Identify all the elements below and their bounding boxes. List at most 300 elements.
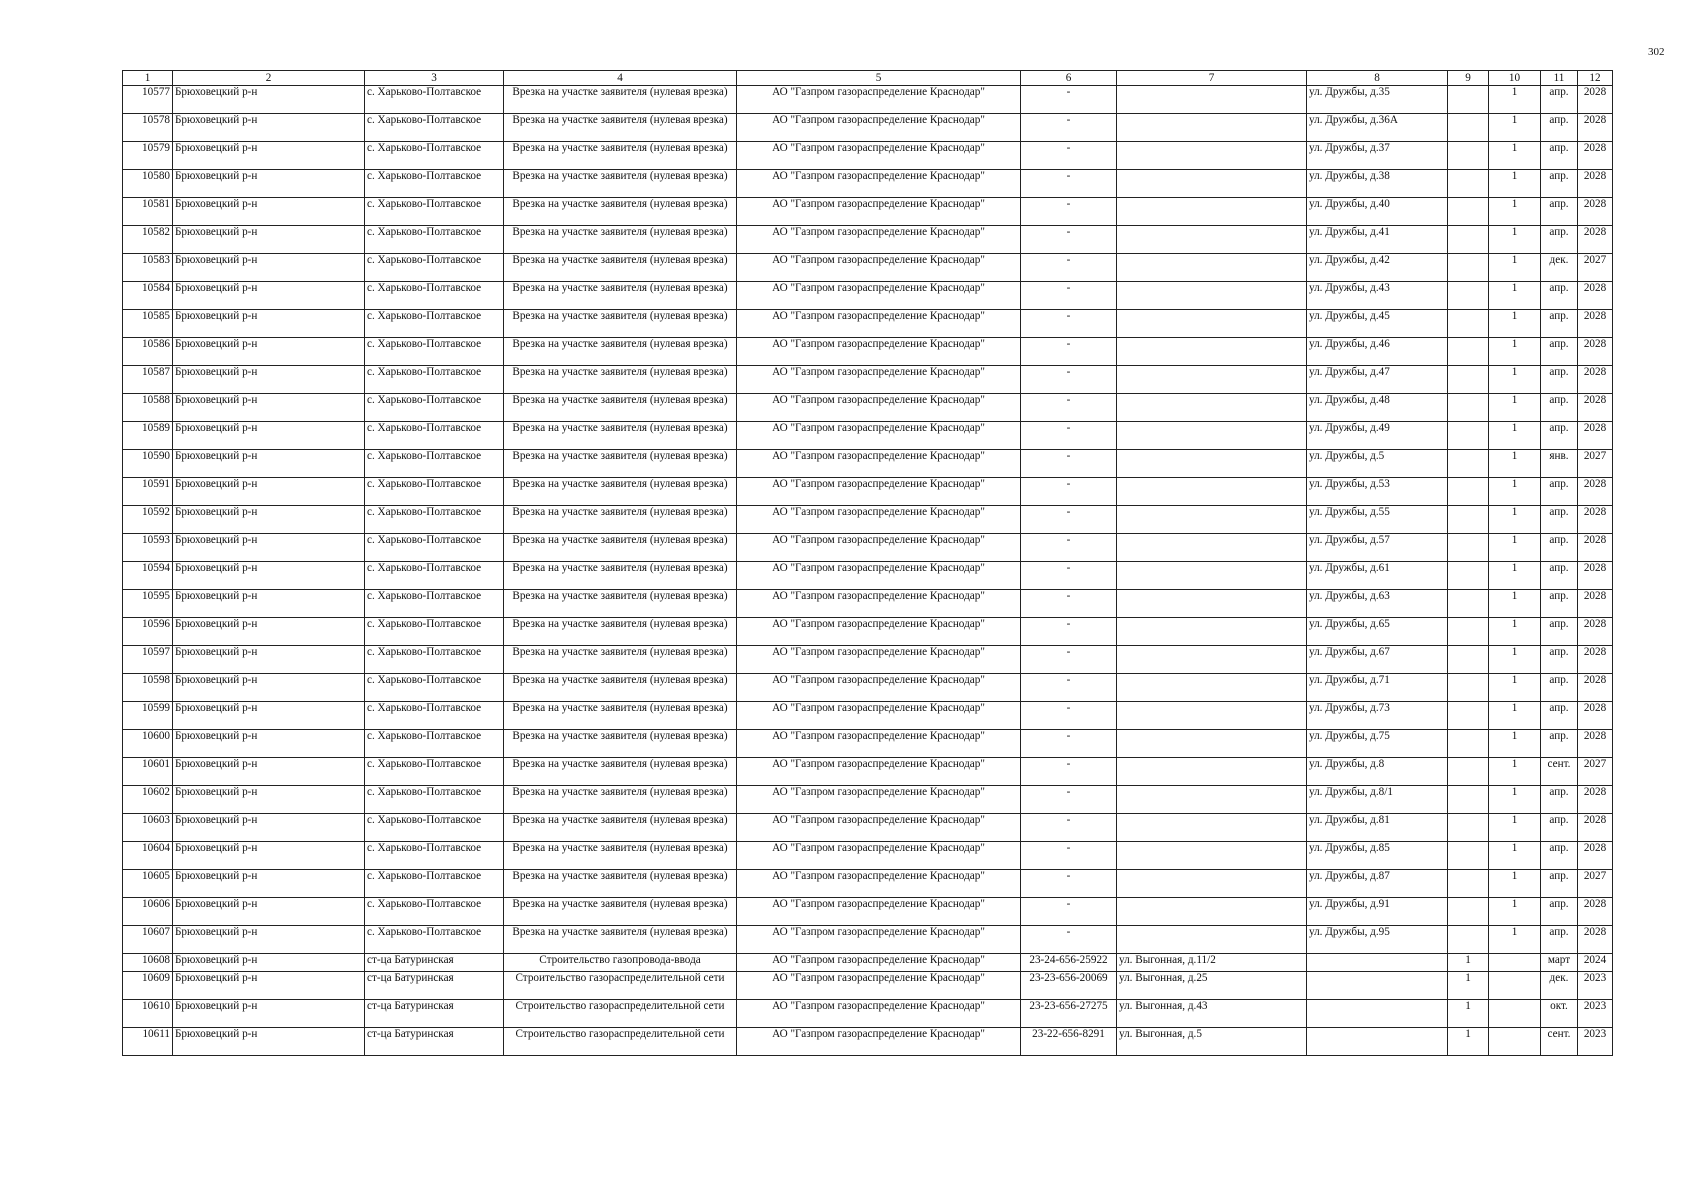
cell-month: март: [1541, 954, 1578, 972]
cell-work-type: Врезка на участке заявителя (нулевая врезка): [504, 142, 737, 170]
cell-month: апр.: [1541, 170, 1578, 198]
cell-district: Брюховецкий р-н: [173, 1000, 365, 1028]
cell-settlement: с. Харьково-Полтавское: [365, 702, 504, 730]
cell-col-9: [1448, 758, 1489, 786]
cell-address-8: ул. Дружбы, д.67: [1307, 646, 1448, 674]
cell-month: апр.: [1541, 562, 1578, 590]
cell-address-8: ул. Дружбы, д.43: [1307, 282, 1448, 310]
cell-col-9: [1448, 114, 1489, 142]
cell-work-type: Строительство газораспределительной сети: [504, 972, 737, 1000]
cell-district: Брюховецкий р-н: [173, 842, 365, 870]
cell-contract-number: -: [1021, 310, 1117, 338]
cell-col-9: [1448, 674, 1489, 702]
page-number: 302: [1648, 46, 1665, 58]
cell-contract-number: -: [1021, 170, 1117, 198]
cell-address-8: ул. Дружбы, д.36А: [1307, 114, 1448, 142]
cell-col-9: [1448, 730, 1489, 758]
cell-settlement: с. Харьково-Полтавское: [365, 506, 504, 534]
cell-number: 10577: [123, 86, 173, 114]
cell-number: 10603: [123, 814, 173, 842]
cell-address-8: ул. Дружбы, д.87: [1307, 870, 1448, 898]
cell-organization: АО "Газпром газораспределение Краснодар": [737, 170, 1021, 198]
table-row: [123, 926, 1613, 954]
cell-number: 10607: [123, 926, 173, 954]
cell-address-8: ул. Дружбы, д.45: [1307, 310, 1448, 338]
cell-address-7: [1117, 926, 1307, 954]
cell-organization: АО "Газпром газораспределение Краснодар": [737, 198, 1021, 226]
cell-district: Брюховецкий р-н: [173, 814, 365, 842]
cell-month: апр.: [1541, 730, 1578, 758]
cell-district: Брюховецкий р-н: [173, 282, 365, 310]
column-header: 2: [173, 71, 365, 86]
cell-contract-number: -: [1021, 366, 1117, 394]
cell-col-9: [1448, 422, 1489, 450]
cell-settlement: с. Харьково-Полтавское: [365, 758, 504, 786]
column-header: 6: [1021, 71, 1117, 86]
cell-month: апр.: [1541, 842, 1578, 870]
table-row: [123, 86, 1613, 114]
cell-col-10: 1: [1489, 618, 1541, 646]
cell-district: Брюховецкий р-н: [173, 870, 365, 898]
table-row: [123, 674, 1613, 702]
cell-organization: АО "Газпром газораспределение Краснодар": [737, 842, 1021, 870]
cell-number: 10581: [123, 198, 173, 226]
cell-year: 2028: [1578, 898, 1613, 926]
cell-work-type: Врезка на участке заявителя (нулевая врезка): [504, 534, 737, 562]
cell-number: 10590: [123, 450, 173, 478]
cell-settlement: с. Харьково-Полтавское: [365, 226, 504, 254]
cell-contract-number: -: [1021, 590, 1117, 618]
cell-work-type: Врезка на участке заявителя (нулевая врезка): [504, 86, 737, 114]
cell-district: Брюховецкий р-н: [173, 506, 365, 534]
cell-work-type: Врезка на участке заявителя (нулевая врезка): [504, 898, 737, 926]
cell-organization: АО "Газпром газораспределение Краснодар": [737, 226, 1021, 254]
cell-col-9: [1448, 534, 1489, 562]
cell-settlement: с. Харьково-Полтавское: [365, 254, 504, 282]
cell-col-9: 1: [1448, 1028, 1489, 1056]
cell-month: дек.: [1541, 254, 1578, 282]
cell-year: 2023: [1578, 1000, 1613, 1028]
cell-col-10: [1489, 1000, 1541, 1028]
cell-organization: АО "Газпром газораспределение Краснодар": [737, 1000, 1021, 1028]
cell-year: 2028: [1578, 226, 1613, 254]
cell-col-10: 1: [1489, 926, 1541, 954]
cell-settlement: с. Харьково-Полтавское: [365, 282, 504, 310]
cell-address-7: [1117, 646, 1307, 674]
cell-address-8: ул. Дружбы, д.53: [1307, 478, 1448, 506]
cell-settlement: ст-ца Батуринская: [365, 972, 504, 1000]
cell-district: Брюховецкий р-н: [173, 646, 365, 674]
cell-address-7: [1117, 450, 1307, 478]
cell-year: 2023: [1578, 972, 1613, 1000]
cell-address-8: ул. Дружбы, д.75: [1307, 730, 1448, 758]
cell-month: апр.: [1541, 142, 1578, 170]
cell-number: 10605: [123, 870, 173, 898]
cell-col-10: 1: [1489, 338, 1541, 366]
cell-address-7: ул. Выгонная, д.11/2: [1117, 954, 1307, 972]
cell-year: 2028: [1578, 926, 1613, 954]
cell-col-10: 1: [1489, 562, 1541, 590]
cell-work-type: Врезка на участке заявителя (нулевая врезка): [504, 758, 737, 786]
cell-address-8: ул. Дружбы, д.91: [1307, 898, 1448, 926]
cell-work-type: Врезка на участке заявителя (нулевая врезка): [504, 226, 737, 254]
cell-year: 2028: [1578, 646, 1613, 674]
cell-col-9: 1: [1448, 972, 1489, 1000]
cell-address-8: ул. Дружбы, д.48: [1307, 394, 1448, 422]
cell-contract-number: -: [1021, 646, 1117, 674]
cell-settlement: с. Харьково-Полтавское: [365, 450, 504, 478]
cell-address-7: [1117, 730, 1307, 758]
cell-month: дек.: [1541, 972, 1578, 1000]
cell-address-7: [1117, 366, 1307, 394]
table-row: [123, 422, 1613, 450]
cell-organization: АО "Газпром газораспределение Краснодар": [737, 674, 1021, 702]
cell-month: апр.: [1541, 282, 1578, 310]
cell-col-10: 1: [1489, 422, 1541, 450]
cell-contract-number: -: [1021, 394, 1117, 422]
cell-address-8: ул. Дружбы, д.42: [1307, 254, 1448, 282]
cell-settlement: с. Харьково-Полтавское: [365, 786, 504, 814]
cell-organization: АО "Газпром газораспределение Краснодар": [737, 142, 1021, 170]
cell-district: Брюховецкий р-н: [173, 114, 365, 142]
cell-district: Брюховецкий р-н: [173, 954, 365, 972]
cell-address-7: [1117, 338, 1307, 366]
column-header: 5: [737, 71, 1021, 86]
cell-organization: АО "Газпром газораспределение Краснодар": [737, 86, 1021, 114]
cell-work-type: Врезка на участке заявителя (нулевая врезка): [504, 646, 737, 674]
cell-contract-number: -: [1021, 338, 1117, 366]
cell-month: апр.: [1541, 226, 1578, 254]
cell-work-type: Врезка на участке заявителя (нулевая врезка): [504, 674, 737, 702]
cell-settlement: с. Харьково-Полтавское: [365, 478, 504, 506]
cell-address-7: [1117, 870, 1307, 898]
table-row: [123, 842, 1613, 870]
cell-address-7: [1117, 310, 1307, 338]
cell-organization: АО "Газпром газораспределение Краснодар": [737, 282, 1021, 310]
cell-month: апр.: [1541, 534, 1578, 562]
cell-year: 2028: [1578, 506, 1613, 534]
column-header: 1: [123, 71, 173, 86]
cell-year: 2028: [1578, 422, 1613, 450]
cell-district: Брюховецкий р-н: [173, 422, 365, 450]
cell-address-7: ул. Выгонная, д.25: [1117, 972, 1307, 1000]
cell-number: 10609: [123, 972, 173, 1000]
cell-col-9: [1448, 338, 1489, 366]
cell-number: 10578: [123, 114, 173, 142]
table-row: [123, 198, 1613, 226]
cell-col-10: 1: [1489, 814, 1541, 842]
cell-number: 10608: [123, 954, 173, 972]
cell-col-10: 1: [1489, 478, 1541, 506]
column-header: 10: [1489, 71, 1541, 86]
column-header: 7: [1117, 71, 1307, 86]
table-row: [123, 562, 1613, 590]
cell-address-8: [1307, 1028, 1448, 1056]
cell-organization: АО "Газпром газораспределение Краснодар": [737, 814, 1021, 842]
cell-district: Брюховецкий р-н: [173, 898, 365, 926]
cell-address-7: [1117, 142, 1307, 170]
cell-col-10: 1: [1489, 730, 1541, 758]
cell-address-7: [1117, 86, 1307, 114]
table-row: [123, 394, 1613, 422]
cell-number: 10594: [123, 562, 173, 590]
cell-number: 10597: [123, 646, 173, 674]
cell-work-type: Врезка на участке заявителя (нулевая врезка): [504, 562, 737, 590]
cell-year: 2028: [1578, 674, 1613, 702]
cell-address-7: ул. Выгонная, д.43: [1117, 1000, 1307, 1028]
cell-month: апр.: [1541, 366, 1578, 394]
cell-district: Брюховецкий р-н: [173, 170, 365, 198]
cell-organization: АО "Газпром газораспределение Краснодар": [737, 954, 1021, 972]
table-body: [123, 86, 1613, 1056]
cell-month: окт.: [1541, 1000, 1578, 1028]
cell-col-10: [1489, 972, 1541, 1000]
cell-contract-number: -: [1021, 86, 1117, 114]
cell-contract-number: -: [1021, 870, 1117, 898]
cell-col-10: 1: [1489, 86, 1541, 114]
cell-address-7: [1117, 534, 1307, 562]
cell-col-10: 1: [1489, 646, 1541, 674]
cell-month: сент.: [1541, 758, 1578, 786]
column-header: 8: [1307, 71, 1448, 86]
cell-year: 2028: [1578, 86, 1613, 114]
cell-contract-number: -: [1021, 114, 1117, 142]
cell-organization: АО "Газпром газораспределение Краснодар": [737, 590, 1021, 618]
cell-address-7: [1117, 478, 1307, 506]
cell-col-9: 1: [1448, 1000, 1489, 1028]
cell-number: 10604: [123, 842, 173, 870]
cell-work-type: Строительство газораспределительной сети: [504, 1000, 737, 1028]
cell-number: 10611: [123, 1028, 173, 1056]
cell-work-type: Врезка на участке заявителя (нулевая врезка): [504, 366, 737, 394]
column-header: 4: [504, 71, 737, 86]
cell-district: Брюховецкий р-н: [173, 786, 365, 814]
cell-work-type: Врезка на участке заявителя (нулевая врезка): [504, 590, 737, 618]
table-row: [123, 870, 1613, 898]
cell-address-8: ул. Дружбы, д.61: [1307, 562, 1448, 590]
cell-month: апр.: [1541, 394, 1578, 422]
cell-district: Брюховецкий р-н: [173, 730, 365, 758]
cell-year: 2028: [1578, 366, 1613, 394]
cell-col-10: 1: [1489, 450, 1541, 478]
cell-address-8: ул. Дружбы, д.57: [1307, 534, 1448, 562]
cell-contract-number: -: [1021, 898, 1117, 926]
cell-settlement: с. Харьково-Полтавское: [365, 534, 504, 562]
cell-col-10: 1: [1489, 590, 1541, 618]
table-row: [123, 534, 1613, 562]
cell-col-10: 1: [1489, 674, 1541, 702]
table-row: [123, 758, 1613, 786]
table-row: [123, 814, 1613, 842]
cell-address-7: [1117, 394, 1307, 422]
cell-work-type: Врезка на участке заявителя (нулевая врезка): [504, 394, 737, 422]
cell-work-type: Врезка на участке заявителя (нулевая врезка): [504, 786, 737, 814]
cell-address-7: [1117, 226, 1307, 254]
cell-district: Брюховецкий р-н: [173, 702, 365, 730]
cell-contract-number: -: [1021, 422, 1117, 450]
cell-number: 10580: [123, 170, 173, 198]
cell-contract-number: -: [1021, 786, 1117, 814]
table-row: [123, 786, 1613, 814]
cell-contract-number: -: [1021, 618, 1117, 646]
cell-settlement: с. Харьково-Полтавское: [365, 170, 504, 198]
cell-settlement: с. Харьково-Полтавское: [365, 394, 504, 422]
cell-contract-number: -: [1021, 282, 1117, 310]
cell-address-8: ул. Дружбы, д.85: [1307, 842, 1448, 870]
cell-year: 2027: [1578, 758, 1613, 786]
cell-work-type: Врезка на участке заявителя (нулевая врезка): [504, 618, 737, 646]
cell-work-type: Врезка на участке заявителя (нулевая врезка): [504, 114, 737, 142]
cell-number: 10596: [123, 618, 173, 646]
cell-number: 10586: [123, 338, 173, 366]
cell-address-8: ул. Дружбы, д.63: [1307, 590, 1448, 618]
cell-year: 2028: [1578, 562, 1613, 590]
cell-col-10: [1489, 1028, 1541, 1056]
cell-address-8: ул. Дружбы, д.49: [1307, 422, 1448, 450]
cell-settlement: с. Харьково-Полтавское: [365, 842, 504, 870]
cell-col-9: [1448, 478, 1489, 506]
cell-settlement: с. Харьково-Полтавское: [365, 618, 504, 646]
cell-col-10: 1: [1489, 758, 1541, 786]
cell-work-type: Врезка на участке заявителя (нулевая врезка): [504, 422, 737, 450]
cell-month: апр.: [1541, 338, 1578, 366]
table-row: [123, 114, 1613, 142]
table-row: [123, 226, 1613, 254]
cell-month: апр.: [1541, 422, 1578, 450]
cell-month: апр.: [1541, 618, 1578, 646]
cell-number: 10602: [123, 786, 173, 814]
table-row: [123, 1000, 1613, 1028]
table-row: [123, 450, 1613, 478]
cell-organization: АО "Газпром газораспределение Краснодар": [737, 758, 1021, 786]
cell-col-9: 1: [1448, 954, 1489, 972]
table-row: [123, 254, 1613, 282]
column-header: 11: [1541, 71, 1578, 86]
cell-settlement: с. Харьково-Полтавское: [365, 814, 504, 842]
cell-year: 2023: [1578, 1028, 1613, 1056]
cell-col-9: [1448, 898, 1489, 926]
cell-organization: АО "Газпром газораспределение Краснодар": [737, 338, 1021, 366]
cell-year: 2024: [1578, 954, 1613, 972]
cell-work-type: Врезка на участке заявителя (нулевая врезка): [504, 730, 737, 758]
cell-number: 10583: [123, 254, 173, 282]
cell-address-7: [1117, 198, 1307, 226]
table-row: [123, 170, 1613, 198]
cell-year: 2028: [1578, 618, 1613, 646]
cell-settlement: с. Харьково-Полтавское: [365, 310, 504, 338]
cell-month: апр.: [1541, 814, 1578, 842]
cell-address-8: [1307, 954, 1448, 972]
cell-number: 10600: [123, 730, 173, 758]
cell-year: 2027: [1578, 450, 1613, 478]
cell-work-type: Врезка на участке заявителя (нулевая врезка): [504, 814, 737, 842]
cell-address-7: [1117, 170, 1307, 198]
column-header: 9: [1448, 71, 1489, 86]
table-row: [123, 282, 1613, 310]
registry-table: [122, 70, 1613, 1056]
cell-settlement: ст-ца Батуринская: [365, 1028, 504, 1056]
cell-address-7: [1117, 898, 1307, 926]
cell-settlement: с. Харьково-Полтавское: [365, 590, 504, 618]
cell-organization: АО "Газпром газораспределение Краснодар": [737, 926, 1021, 954]
cell-number: 10601: [123, 758, 173, 786]
cell-year: 2027: [1578, 254, 1613, 282]
cell-contract-number: -: [1021, 506, 1117, 534]
cell-year: 2028: [1578, 478, 1613, 506]
cell-year: 2028: [1578, 114, 1613, 142]
cell-address-8: ул. Дружбы, д.5: [1307, 450, 1448, 478]
cell-settlement: с. Харьково-Полтавское: [365, 730, 504, 758]
cell-contract-number: -: [1021, 674, 1117, 702]
cell-col-9: [1448, 842, 1489, 870]
cell-district: Брюховецкий р-н: [173, 590, 365, 618]
cell-address-8: [1307, 972, 1448, 1000]
cell-district: Брюховецкий р-н: [173, 142, 365, 170]
cell-col-10: 1: [1489, 366, 1541, 394]
cell-work-type: Врезка на участке заявителя (нулевая врезка): [504, 170, 737, 198]
cell-contract-number: -: [1021, 562, 1117, 590]
table-row: [123, 646, 1613, 674]
cell-col-9: [1448, 254, 1489, 282]
cell-month: апр.: [1541, 114, 1578, 142]
table-row: [123, 898, 1613, 926]
cell-address-8: ул. Дружбы, д.8: [1307, 758, 1448, 786]
cell-organization: АО "Газпром газораспределение Краснодар": [737, 730, 1021, 758]
cell-organization: АО "Газпром газораспределение Краснодар": [737, 366, 1021, 394]
cell-settlement: с. Харьково-Полтавское: [365, 338, 504, 366]
cell-address-8: ул. Дружбы, д.65: [1307, 618, 1448, 646]
cell-month: апр.: [1541, 506, 1578, 534]
cell-contract-number: -: [1021, 254, 1117, 282]
cell-number: 10587: [123, 366, 173, 394]
cell-organization: АО "Газпром газораспределение Краснодар": [737, 1028, 1021, 1056]
cell-number: 10593: [123, 534, 173, 562]
cell-address-7: [1117, 842, 1307, 870]
cell-contract-number: 23-24-656-25922: [1021, 954, 1117, 972]
cell-settlement: с. Харьково-Полтавское: [365, 86, 504, 114]
cell-month: апр.: [1541, 310, 1578, 338]
cell-organization: АО "Газпром газораспределение Краснодар": [737, 898, 1021, 926]
cell-col-9: [1448, 590, 1489, 618]
cell-col-10: 1: [1489, 870, 1541, 898]
cell-organization: АО "Газпром газораспределение Краснодар": [737, 972, 1021, 1000]
cell-number: 10610: [123, 1000, 173, 1028]
cell-col-9: [1448, 198, 1489, 226]
cell-settlement: с. Харьково-Полтавское: [365, 674, 504, 702]
table-row: [123, 1028, 1613, 1056]
cell-address-7: [1117, 618, 1307, 646]
cell-col-9: [1448, 86, 1489, 114]
cell-settlement: с. Харьково-Полтавское: [365, 142, 504, 170]
cell-settlement: с. Харьково-Полтавское: [365, 114, 504, 142]
cell-work-type: Строительство газопровода-ввода: [504, 954, 737, 972]
cell-contract-number: -: [1021, 702, 1117, 730]
cell-contract-number: -: [1021, 814, 1117, 842]
cell-district: Брюховецкий р-н: [173, 226, 365, 254]
cell-year: 2028: [1578, 394, 1613, 422]
cell-organization: АО "Газпром газораспределение Краснодар": [737, 506, 1021, 534]
cell-contract-number: -: [1021, 534, 1117, 562]
table-row: [123, 972, 1613, 1000]
cell-organization: АО "Газпром газораспределение Краснодар": [737, 478, 1021, 506]
cell-district: Брюховецкий р-н: [173, 450, 365, 478]
table-row: [123, 142, 1613, 170]
cell-col-10: 1: [1489, 786, 1541, 814]
cell-settlement: с. Харьково-Полтавское: [365, 926, 504, 954]
table-row: [123, 366, 1613, 394]
cell-organization: АО "Газпром газораспределение Краснодар": [737, 114, 1021, 142]
cell-work-type: Врезка на участке заявителя (нулевая врезка): [504, 450, 737, 478]
